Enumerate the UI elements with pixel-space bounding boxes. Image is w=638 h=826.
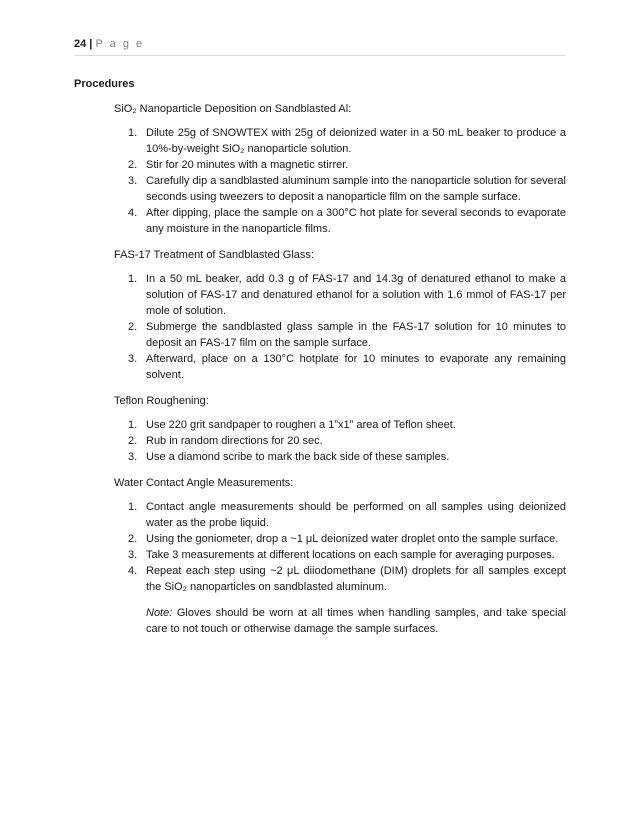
list-item (128, 271, 566, 319)
list-item (128, 173, 566, 205)
list-item (128, 125, 566, 157)
item-number: 3. (128, 549, 138, 561)
list-item (128, 319, 566, 351)
page-word: P a g e (95, 38, 145, 50)
section-fas17-treatment (114, 247, 566, 383)
page-body (74, 76, 566, 637)
section-title: Water Contact Angle Measurements: (114, 477, 294, 489)
section-teflon-roughening (114, 393, 566, 465)
list-item (128, 351, 566, 383)
section-title: SiO₂ Nanoparticle Deposition on Sandblasted Al: (114, 103, 352, 115)
item-text: Contact angle measurements should be performed on all samples using deionized water as the probe liquid. (146, 501, 566, 529)
item-number: 3. (128, 353, 138, 365)
item-number: 1. (128, 273, 138, 285)
list-item (128, 417, 566, 433)
item-text: Using the goniometer, drop a ~1 μL deionized water droplet onto the sample surface. (146, 533, 559, 545)
item-number: 4. (128, 565, 138, 577)
list-item (128, 449, 566, 465)
procedures-heading: Procedures (74, 78, 135, 90)
item-text: Carefully dip a sandblasted aluminum sample into the nanoparticle solution for several seconds using tweezers to deposit a nanoparticle film on the sample surface. (146, 175, 566, 203)
item-text: Use 220 grit sandpaper to roughen a 1”x1” area of Teflon sheet. (146, 419, 456, 431)
section-title: FAS-17 Treatment of Sandblasted Glass: (114, 249, 314, 261)
note-label: Note: (146, 607, 173, 619)
step-list (114, 417, 566, 465)
list-item (128, 205, 566, 237)
list-item (128, 499, 566, 531)
item-number: 2. (128, 533, 138, 545)
item-text: Take 3 measurements at different locations on each sample for averaging purposes. (146, 549, 555, 561)
item-number: 2. (128, 435, 138, 447)
item-number: 2. (128, 321, 138, 333)
item-number: 3. (128, 451, 138, 463)
header-separator: | (86, 38, 96, 50)
item-text: After dipping, place the sample on a 300°C hot plate for several seconds to evaporate any moisture in the nanoparticle films. (146, 207, 566, 235)
item-text: Stir for 20 minutes with a magnetic stirrer. (146, 159, 349, 171)
section-water-contact-angle (114, 475, 566, 637)
step-list (114, 271, 566, 383)
section-sio2-deposition (114, 101, 566, 237)
item-number: 2. (128, 159, 138, 171)
item-text: Submerge the sandblasted glass sample in the FAS-17 solution for 10 minutes to deposit an FAS-17 film on the sample surface. (146, 321, 566, 349)
section-title: Teflon Roughening: (114, 395, 209, 407)
list-item (128, 547, 566, 563)
item-number: 1. (128, 501, 138, 513)
page-number: 24 (74, 38, 87, 50)
item-text: Repeat each step using ~2 μL diiodomethane (DIM) droplets for all samples except the SiO₂ nanoparticles on sandblasted aluminum. (146, 565, 566, 593)
note-text: Gloves should be worn at all times when handling samples, and take special care to not touch or otherwise damage the sample surfaces. (146, 607, 566, 635)
list-item (128, 433, 566, 449)
item-number: 3. (128, 175, 138, 187)
header-divider (74, 55, 566, 56)
item-number: 1. (128, 127, 138, 139)
note-paragraph (146, 605, 566, 637)
item-number: 1. (128, 419, 138, 431)
list-item (128, 157, 566, 173)
step-list (114, 499, 566, 595)
item-text: Use a diamond scribe to mark the back side of these samples. (146, 451, 450, 463)
list-item (128, 531, 566, 547)
step-list (114, 125, 566, 237)
page-header (74, 37, 564, 51)
list-item (128, 563, 566, 595)
item-number: 4. (128, 207, 138, 219)
item-text: Afterward, place on a 130°C hotplate for 10 minutes to evaporate any remaining solvent. (146, 353, 566, 381)
item-text: In a 50 mL beaker, add 0.3 g of FAS-17 and 14.3g of denatured ethanol to make a solution of FAS-17 and denatured ethanol for a solution with 1.6 mmol of FAS-17 per mole of solution. (146, 273, 566, 317)
item-text: Rub in random directions for 20 sec. (146, 435, 323, 447)
item-text: Dilute 25g of SNOWTEX with 25g of deionized water in a 50 mL beaker to produce a 10%-by-weight SiO₂ nanoparticle solution. (146, 127, 566, 155)
